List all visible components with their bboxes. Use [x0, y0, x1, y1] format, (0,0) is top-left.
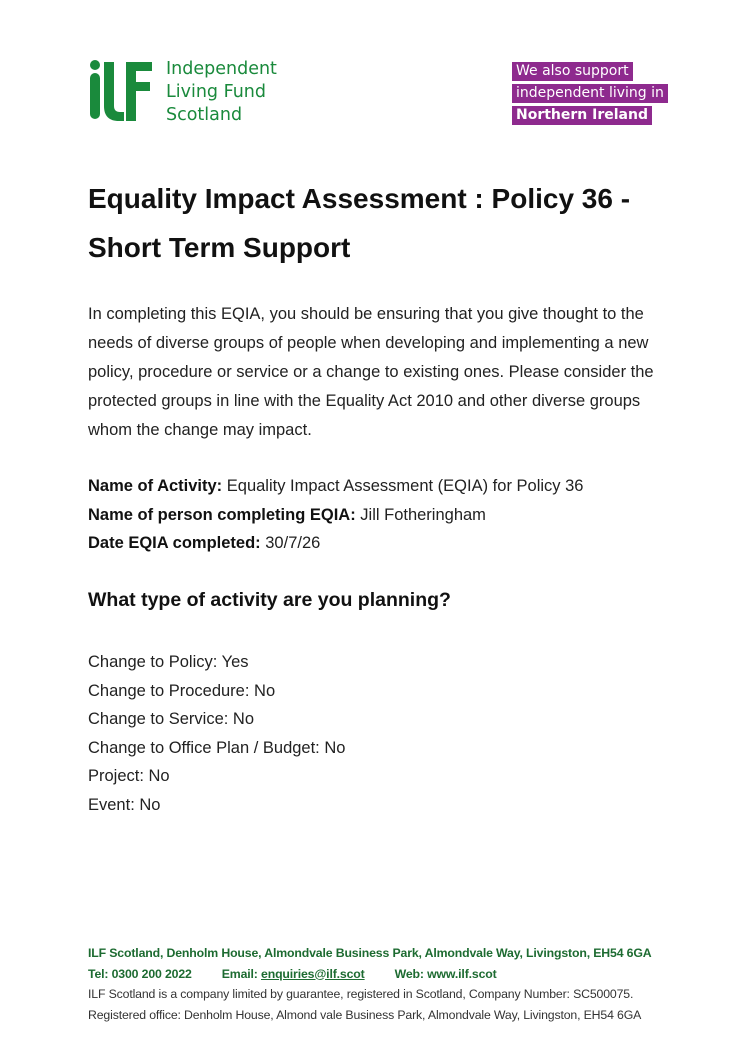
detail-value: 30/7/26: [260, 534, 321, 552]
footer-address: ILF Scotland, Denholm House, Almondvale Business Park, Almondvale Way, Livingston, EH54 6GA: [88, 946, 652, 960]
footer-registered-office: Registered office: Denholm House, Almond vale Business Park, Almondvale Way, Livingston, EH54 6GA: [88, 1007, 642, 1022]
list-item: Project: No: [88, 767, 170, 786]
detail-label: Name of person completing EQIA:: [88, 505, 356, 524]
logo-line-2: Living Fund: [166, 82, 266, 102]
detail-row: [88, 501, 583, 530]
page-title-line-2: Short Term Support: [88, 232, 351, 263]
list-item: Change to Office Plan / Budget: No: [88, 738, 346, 757]
detail-value: Jill Fotheringham: [355, 505, 486, 524]
ilf-logo-icon: [88, 58, 158, 124]
footer-company: ILF Scotland is a company limited by guarantee, registered in Scotland, Company Number: SC500075.: [88, 987, 634, 1001]
ilf-logo: [88, 58, 308, 128]
intro-paragraph: In completing this EQIA, you should be ensuring that you give thought to the needs of diverse groups of people when developing and implementing a new policy, procedure or service or a change to existing ones. Please consider the protected groups in line with the Equality Act 2010 and other diverse groups whom the change may impact.: [88, 305, 654, 439]
page-footer: [88, 943, 688, 1025]
footer-email-link[interactable]: enquiries@ilf.scot: [261, 966, 365, 981]
list-item: Change to Procedure: No: [88, 681, 276, 700]
logo-line-3: Scotland: [166, 105, 243, 125]
footer-tel: Tel: 0300 200 2022: [88, 966, 192, 981]
footer-contact-row: [88, 964, 688, 985]
page-title-line-1: Equality Impact Assessment : Policy 36 -: [88, 183, 631, 214]
logo-wordmark: [166, 58, 277, 127]
list-item: Change to Service: No: [88, 710, 255, 729]
list-item: Event: No: [88, 795, 161, 814]
ni-badge-line-1: We also support: [512, 62, 633, 81]
logo-line-1: Independent: [166, 59, 277, 79]
northern-ireland-badge: [512, 62, 668, 128]
page-title: [88, 174, 688, 272]
detail-value: Equality Impact Assessment (EQIA) for Policy 36: [222, 477, 584, 495]
detail-row: [88, 529, 583, 558]
activity-type-list: [88, 648, 345, 820]
activity-type-heading: What type of activity are you planning?: [88, 589, 451, 611]
detail-label: Date EQIA completed:: [88, 534, 261, 552]
ni-badge-line-3: Northern Ireland: [512, 106, 652, 125]
detail-row: [88, 472, 583, 501]
detail-label: Name of Activity:: [88, 477, 223, 495]
footer-email-label: Email:: [221, 966, 262, 981]
list-item: Change to Policy: Yes: [88, 653, 249, 671]
footer-web[interactable]: Web: www.ilf.scot: [394, 966, 497, 981]
activity-details: [88, 472, 583, 558]
ni-badge-line-2: independent living in: [512, 84, 668, 103]
